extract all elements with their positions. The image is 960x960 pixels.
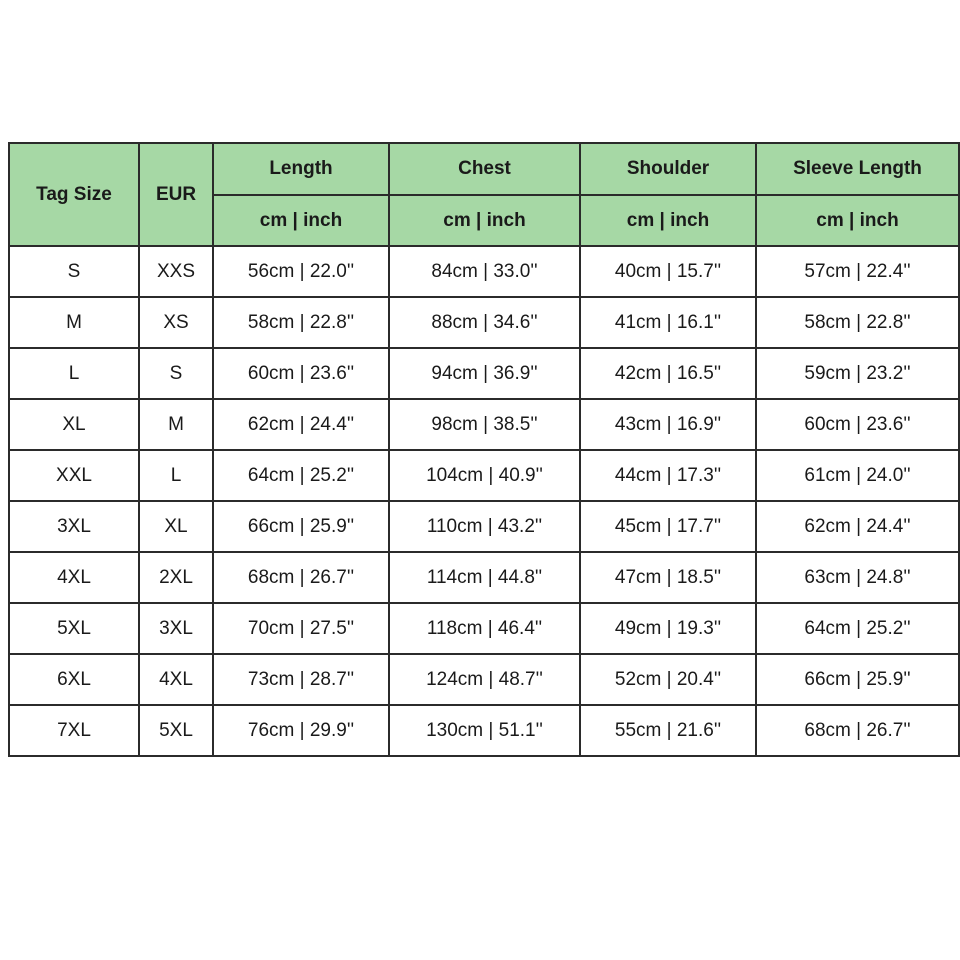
cell-length: 68cm | 26.7'' xyxy=(213,552,389,603)
cell-sleeve-length: 60cm | 23.6'' xyxy=(756,399,959,450)
table-row xyxy=(9,552,959,603)
cell-chest: 84cm | 33.0'' xyxy=(389,246,580,297)
table-row xyxy=(9,246,959,297)
cell-sleeve-length: 57cm | 22.4'' xyxy=(756,246,959,297)
table-row xyxy=(9,654,959,705)
header-unit-sleeve: cm | inch xyxy=(756,195,959,246)
cell-length: 58cm | 22.8'' xyxy=(213,297,389,348)
table-row xyxy=(9,603,959,654)
cell-length: 76cm | 29.9'' xyxy=(213,705,389,756)
cell-eur-size: 3XL xyxy=(139,603,213,654)
cell-tag-size: 7XL xyxy=(9,705,139,756)
cell-length: 60cm | 23.6'' xyxy=(213,348,389,399)
cell-tag-size: 5XL xyxy=(9,603,139,654)
table-body xyxy=(9,246,959,756)
cell-shoulder: 43cm | 16.9'' xyxy=(580,399,756,450)
cell-eur-size: S xyxy=(139,348,213,399)
cell-sleeve-length: 66cm | 25.9'' xyxy=(756,654,959,705)
table-row xyxy=(9,501,959,552)
cell-sleeve-length: 58cm | 22.8'' xyxy=(756,297,959,348)
header-tag-size: Tag Size xyxy=(9,143,139,246)
cell-eur-size: 5XL xyxy=(139,705,213,756)
cell-eur-size: M xyxy=(139,399,213,450)
cell-shoulder: 49cm | 19.3'' xyxy=(580,603,756,654)
cell-length: 73cm | 28.7'' xyxy=(213,654,389,705)
cell-shoulder: 52cm | 20.4'' xyxy=(580,654,756,705)
cell-tag-size: 6XL xyxy=(9,654,139,705)
cell-tag-size: M xyxy=(9,297,139,348)
header-length: Length xyxy=(213,143,389,195)
cell-tag-size: 4XL xyxy=(9,552,139,603)
cell-shoulder: 47cm | 18.5'' xyxy=(580,552,756,603)
cell-sleeve-length: 62cm | 24.4'' xyxy=(756,501,959,552)
table-row xyxy=(9,348,959,399)
cell-length: 62cm | 24.4'' xyxy=(213,399,389,450)
table-row xyxy=(9,399,959,450)
table-row xyxy=(9,297,959,348)
cell-tag-size: XL xyxy=(9,399,139,450)
header-chest: Chest xyxy=(389,143,580,195)
cell-chest: 110cm | 43.2'' xyxy=(389,501,580,552)
cell-length: 56cm | 22.0'' xyxy=(213,246,389,297)
cell-tag-size: S xyxy=(9,246,139,297)
cell-shoulder: 55cm | 21.6'' xyxy=(580,705,756,756)
header-eur: EUR xyxy=(139,143,213,246)
cell-chest: 114cm | 44.8'' xyxy=(389,552,580,603)
cell-shoulder: 45cm | 17.7'' xyxy=(580,501,756,552)
cell-chest: 94cm | 36.9'' xyxy=(389,348,580,399)
cell-eur-size: XS xyxy=(139,297,213,348)
cell-sleeve-length: 68cm | 26.7'' xyxy=(756,705,959,756)
cell-eur-size: 2XL xyxy=(139,552,213,603)
cell-shoulder: 41cm | 16.1'' xyxy=(580,297,756,348)
cell-chest: 130cm | 51.1'' xyxy=(389,705,580,756)
header-unit-length: cm | inch xyxy=(213,195,389,246)
cell-shoulder: 40cm | 15.7'' xyxy=(580,246,756,297)
cell-chest: 118cm | 46.4'' xyxy=(389,603,580,654)
cell-shoulder: 44cm | 17.3'' xyxy=(580,450,756,501)
header-row-groups xyxy=(9,143,959,195)
cell-tag-size: 3XL xyxy=(9,501,139,552)
cell-eur-size: XXS xyxy=(139,246,213,297)
cell-chest: 88cm | 34.6'' xyxy=(389,297,580,348)
header-shoulder: Shoulder xyxy=(580,143,756,195)
cell-tag-size: L xyxy=(9,348,139,399)
cell-shoulder: 42cm | 16.5'' xyxy=(580,348,756,399)
table-row xyxy=(9,450,959,501)
cell-length: 66cm | 25.9'' xyxy=(213,501,389,552)
size-chart xyxy=(8,142,958,757)
cell-chest: 104cm | 40.9'' xyxy=(389,450,580,501)
cell-length: 70cm | 27.5'' xyxy=(213,603,389,654)
cell-sleeve-length: 61cm | 24.0'' xyxy=(756,450,959,501)
cell-chest: 98cm | 38.5'' xyxy=(389,399,580,450)
cell-chest: 124cm | 48.7'' xyxy=(389,654,580,705)
cell-sleeve-length: 64cm | 25.2'' xyxy=(756,603,959,654)
table-header xyxy=(9,143,959,246)
cell-sleeve-length: 59cm | 23.2'' xyxy=(756,348,959,399)
cell-sleeve-length: 63cm | 24.8'' xyxy=(756,552,959,603)
cell-eur-size: 4XL xyxy=(139,654,213,705)
cell-eur-size: L xyxy=(139,450,213,501)
header-unit-chest: cm | inch xyxy=(389,195,580,246)
cell-length: 64cm | 25.2'' xyxy=(213,450,389,501)
table-row xyxy=(9,705,959,756)
header-sleeve-length: Sleeve Length xyxy=(756,143,959,195)
cell-tag-size: XXL xyxy=(9,450,139,501)
size-table xyxy=(8,142,960,757)
header-unit-shoulder: cm | inch xyxy=(580,195,756,246)
cell-eur-size: XL xyxy=(139,501,213,552)
